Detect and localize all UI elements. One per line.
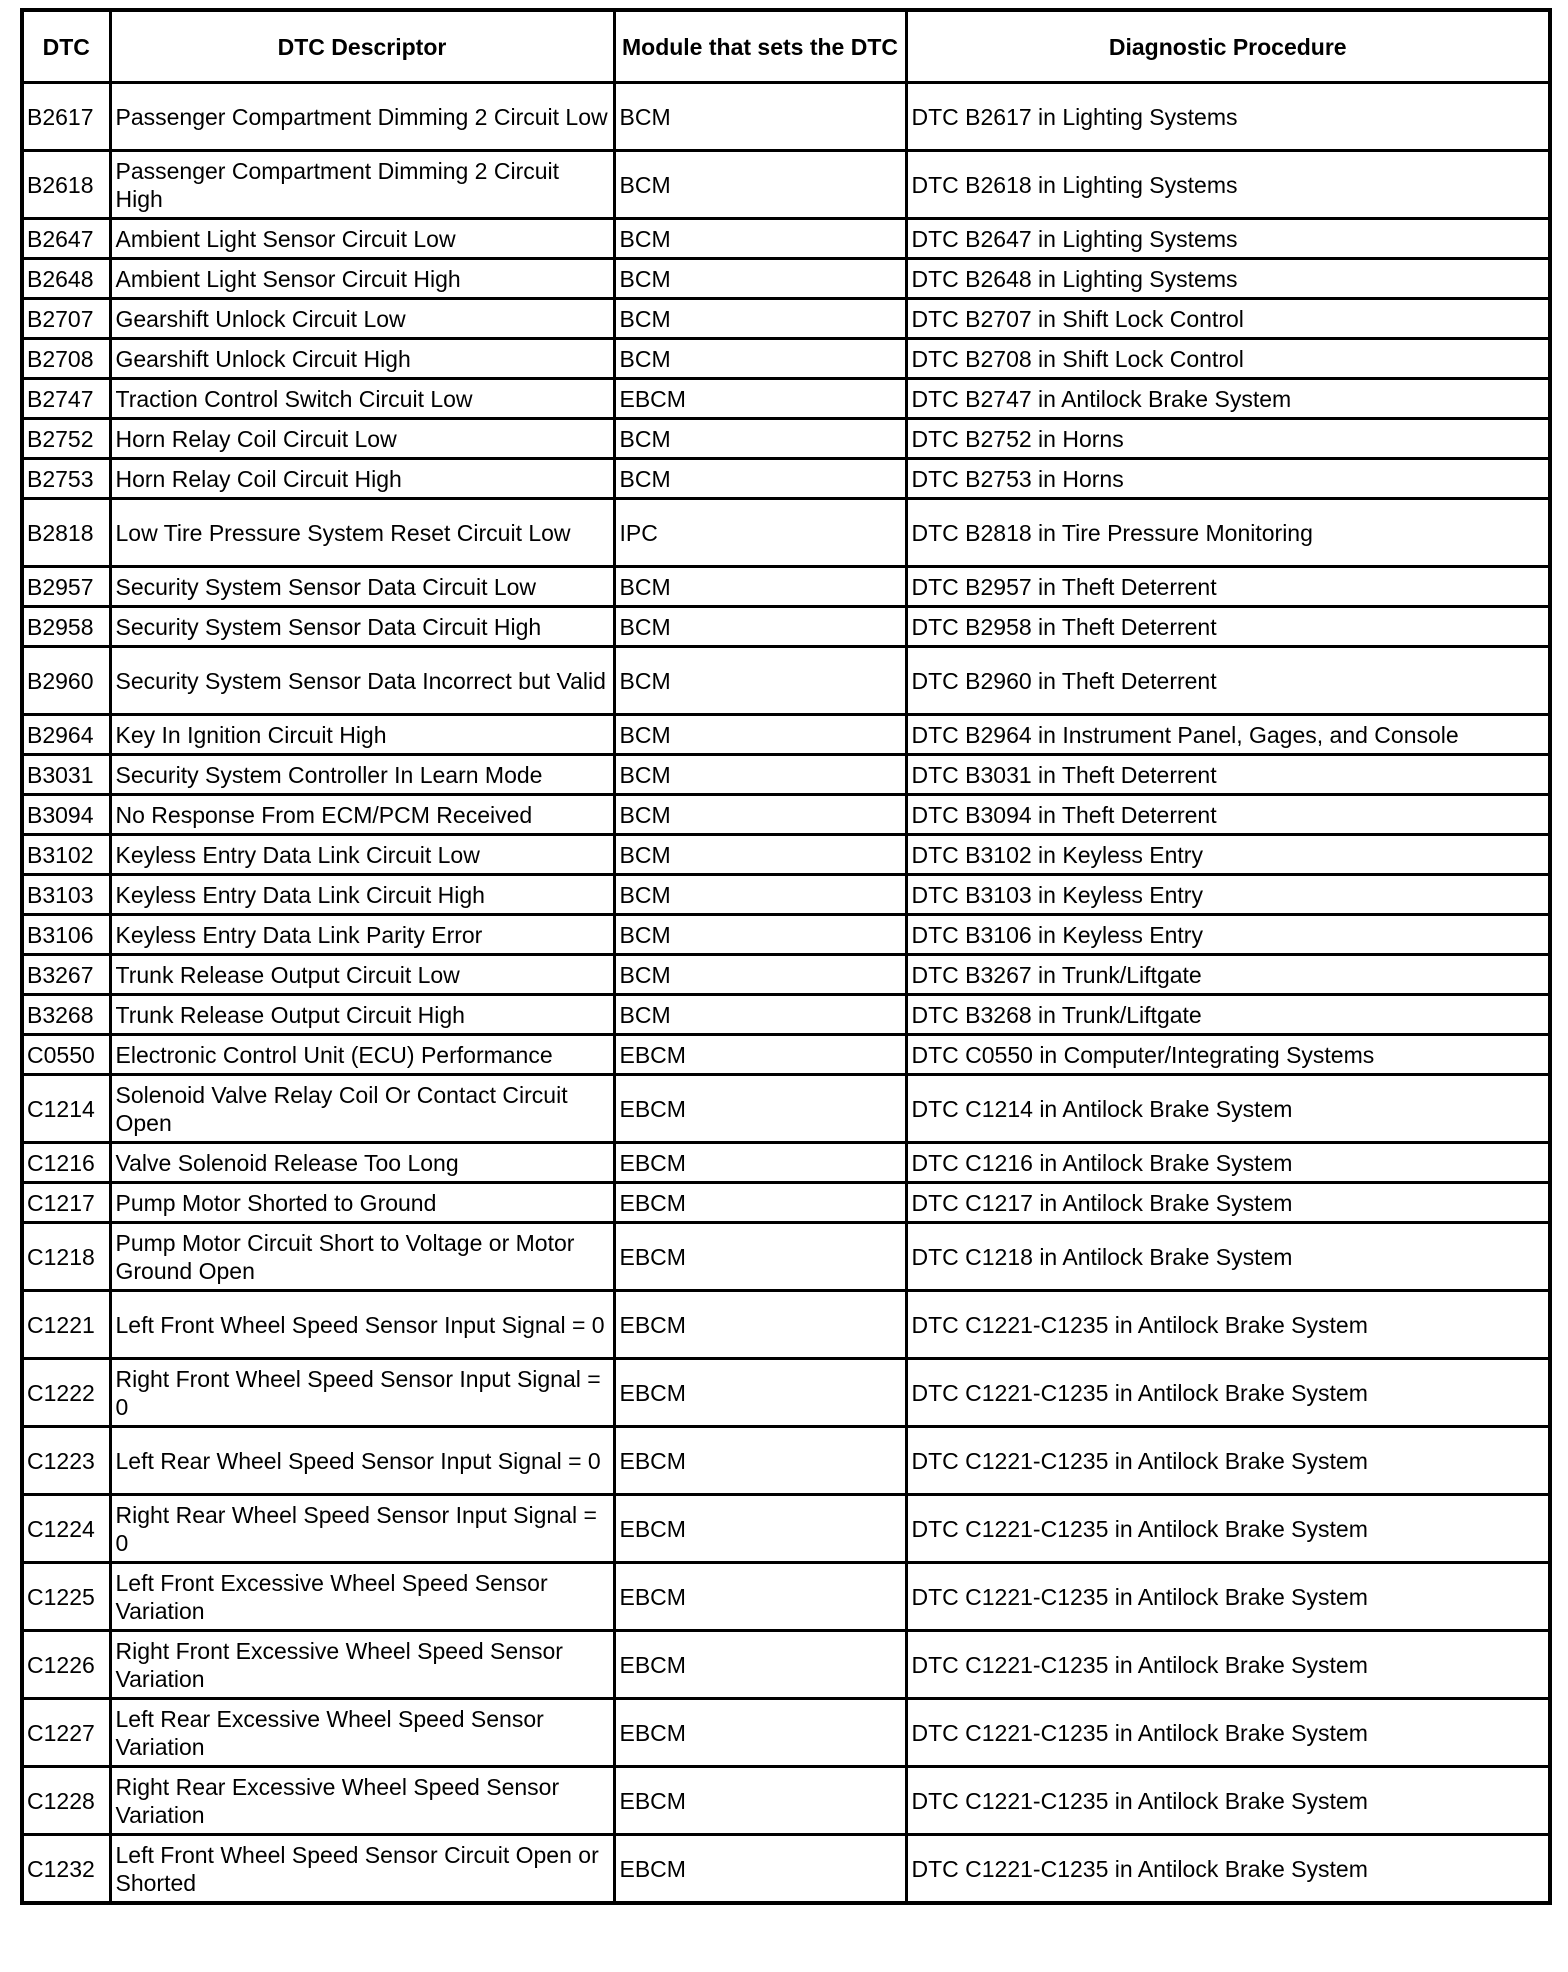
- dtc-descriptor-cell: Security System Sensor Data Circuit High: [110, 607, 614, 647]
- dtc-procedure-cell: DTC B2960 in Theft Deterrent: [906, 647, 1550, 715]
- dtc-module-cell: BCM: [614, 83, 906, 151]
- table-row: [22, 499, 1550, 567]
- dtc-module-cell: BCM: [614, 755, 906, 795]
- dtc-module-cell: BCM: [614, 259, 906, 299]
- dtc-descriptor-cell: Ambient Light Sensor Circuit High: [110, 259, 614, 299]
- table-row: [22, 219, 1550, 259]
- dtc-module-cell: BCM: [614, 567, 906, 607]
- dtc-procedure-cell: DTC B2752 in Horns: [906, 419, 1550, 459]
- dtc-descriptor-cell: Trunk Release Output Circuit Low: [110, 955, 614, 995]
- table-row: [22, 607, 1550, 647]
- table-row: [22, 1699, 1550, 1767]
- dtc-module-cell: BCM: [614, 795, 906, 835]
- table-row: [22, 875, 1550, 915]
- dtc-module-cell: EBCM: [614, 1035, 906, 1075]
- dtc-module-cell: BCM: [614, 151, 906, 219]
- dtc-procedure-cell: DTC C1217 in Antilock Brake System: [906, 1183, 1550, 1223]
- dtc-procedure-cell: DTC C1221-C1235 in Antilock Brake System: [906, 1767, 1550, 1835]
- dtc-descriptor-cell: Passenger Compartment Dimming 2 Circuit Low: [110, 83, 614, 151]
- dtc-module-cell: EBCM: [614, 379, 906, 419]
- dtc-descriptor-cell: Horn Relay Coil Circuit High: [110, 459, 614, 499]
- dtc-code-cell: C1223: [22, 1427, 110, 1495]
- dtc-module-cell: EBCM: [614, 1183, 906, 1223]
- dtc-code-cell: C1217: [22, 1183, 110, 1223]
- dtc-code-cell: B2747: [22, 379, 110, 419]
- dtc-descriptor-cell: Valve Solenoid Release Too Long: [110, 1143, 614, 1183]
- dtc-procedure-cell: DTC B3106 in Keyless Entry: [906, 915, 1550, 955]
- dtc-module-cell: BCM: [614, 339, 906, 379]
- dtc-descriptor-cell: Traction Control Switch Circuit Low: [110, 379, 614, 419]
- dtc-code-cell: B3031: [22, 755, 110, 795]
- table-row: [22, 1427, 1550, 1495]
- dtc-procedure-cell: DTC B2958 in Theft Deterrent: [906, 607, 1550, 647]
- dtc-code-cell: C0550: [22, 1035, 110, 1075]
- dtc-module-cell: EBCM: [614, 1143, 906, 1183]
- table-row: [22, 299, 1550, 339]
- dtc-module-cell: BCM: [614, 955, 906, 995]
- table-row: [22, 1223, 1550, 1291]
- table-header: [22, 10, 1550, 83]
- dtc-code-cell: B2708: [22, 339, 110, 379]
- dtc-descriptor-cell: Gearshift Unlock Circuit High: [110, 339, 614, 379]
- dtc-descriptor-cell: Right Front Excessive Wheel Speed Sensor Variation: [110, 1631, 614, 1699]
- table-row: [22, 419, 1550, 459]
- dtc-code-cell: B2707: [22, 299, 110, 339]
- dtc-code-cell: B2818: [22, 499, 110, 567]
- table-row: [22, 995, 1550, 1035]
- dtc-module-cell: BCM: [614, 915, 906, 955]
- dtc-procedure-cell: DTC C1214 in Antilock Brake System: [906, 1075, 1550, 1143]
- dtc-procedure-cell: DTC B2747 in Antilock Brake System: [906, 379, 1550, 419]
- table-row: [22, 567, 1550, 607]
- dtc-descriptor-cell: Right Front Wheel Speed Sensor Input Signal = 0: [110, 1359, 614, 1427]
- dtc-procedure-cell: DTC C0550 in Computer/Integrating Systems: [906, 1035, 1550, 1075]
- dtc-descriptor-cell: Keyless Entry Data Link Parity Error: [110, 915, 614, 955]
- header-procedure: Diagnostic Procedure: [906, 10, 1550, 83]
- dtc-module-cell: BCM: [614, 995, 906, 1035]
- dtc-descriptor-cell: Trunk Release Output Circuit High: [110, 995, 614, 1035]
- header-descriptor: DTC Descriptor: [110, 10, 614, 83]
- dtc-code-cell: B2618: [22, 151, 110, 219]
- table-row: [22, 1183, 1550, 1223]
- dtc-code-cell: B2752: [22, 419, 110, 459]
- dtc-code-cell: B2958: [22, 607, 110, 647]
- dtc-module-cell: EBCM: [614, 1631, 906, 1699]
- dtc-code-cell: B3268: [22, 995, 110, 1035]
- dtc-descriptor-cell: Left Front Wheel Speed Sensor Circuit Open or Shorted: [110, 1835, 614, 1904]
- dtc-code-cell: B3267: [22, 955, 110, 995]
- dtc-code-cell: B3094: [22, 795, 110, 835]
- dtc-code-cell: C1222: [22, 1359, 110, 1427]
- table-row: [22, 1075, 1550, 1143]
- dtc-module-cell: EBCM: [614, 1075, 906, 1143]
- dtc-descriptor-cell: Gearshift Unlock Circuit Low: [110, 299, 614, 339]
- dtc-procedure-cell: DTC C1221-C1235 in Antilock Brake System: [906, 1495, 1550, 1563]
- dtc-descriptor-cell: Solenoid Valve Relay Coil Or Contact Circuit Open: [110, 1075, 614, 1143]
- dtc-code-cell: C1227: [22, 1699, 110, 1767]
- dtc-procedure-cell: DTC C1221-C1235 in Antilock Brake System: [906, 1427, 1550, 1495]
- dtc-descriptor-cell: Left Rear Wheel Speed Sensor Input Signal = 0: [110, 1427, 614, 1495]
- dtc-module-cell: EBCM: [614, 1563, 906, 1631]
- table-row: [22, 1291, 1550, 1359]
- dtc-procedure-cell: DTC B2618 in Lighting Systems: [906, 151, 1550, 219]
- dtc-procedure-cell: DTC C1221-C1235 in Antilock Brake System: [906, 1631, 1550, 1699]
- table-row: [22, 151, 1550, 219]
- dtc-descriptor-cell: No Response From ECM/PCM Received: [110, 795, 614, 835]
- dtc-module-cell: BCM: [614, 607, 906, 647]
- dtc-code-cell: C1225: [22, 1563, 110, 1631]
- dtc-procedure-cell: DTC B2707 in Shift Lock Control: [906, 299, 1550, 339]
- dtc-descriptor-cell: Pump Motor Shorted to Ground: [110, 1183, 614, 1223]
- dtc-procedure-cell: DTC B3094 in Theft Deterrent: [906, 795, 1550, 835]
- dtc-procedure-cell: DTC C1221-C1235 in Antilock Brake System: [906, 1359, 1550, 1427]
- dtc-descriptor-cell: Right Rear Excessive Wheel Speed Sensor Variation: [110, 1767, 614, 1835]
- dtc-descriptor-cell: Pump Motor Circuit Short to Voltage or Motor Ground Open: [110, 1223, 614, 1291]
- table-row: [22, 379, 1550, 419]
- dtc-module-cell: EBCM: [614, 1359, 906, 1427]
- dtc-code-cell: C1226: [22, 1631, 110, 1699]
- dtc-procedure-cell: DTC B2957 in Theft Deterrent: [906, 567, 1550, 607]
- header-dtc: DTC: [22, 10, 110, 83]
- dtc-code-cell: C1232: [22, 1835, 110, 1904]
- dtc-descriptor-cell: Keyless Entry Data Link Circuit Low: [110, 835, 614, 875]
- dtc-procedure-cell: DTC C1218 in Antilock Brake System: [906, 1223, 1550, 1291]
- table-row: [22, 715, 1550, 755]
- dtc-procedure-cell: DTC B2753 in Horns: [906, 459, 1550, 499]
- dtc-module-cell: EBCM: [614, 1835, 906, 1904]
- dtc-code-cell: B2957: [22, 567, 110, 607]
- dtc-module-cell: EBCM: [614, 1427, 906, 1495]
- table-row: [22, 1143, 1550, 1183]
- table-row: [22, 1767, 1550, 1835]
- dtc-descriptor-cell: Keyless Entry Data Link Circuit High: [110, 875, 614, 915]
- table-row: [22, 83, 1550, 151]
- dtc-module-cell: EBCM: [614, 1767, 906, 1835]
- table-body: [22, 83, 1550, 1904]
- header-module: Module that sets the DTC: [614, 10, 906, 83]
- dtc-procedure-cell: DTC B2708 in Shift Lock Control: [906, 339, 1550, 379]
- dtc-code-cell: B2753: [22, 459, 110, 499]
- table-row: [22, 1035, 1550, 1075]
- dtc-procedure-cell: DTC B2648 in Lighting Systems: [906, 259, 1550, 299]
- table-row: [22, 459, 1550, 499]
- dtc-procedure-cell: DTC B3267 in Trunk/Liftgate: [906, 955, 1550, 995]
- dtc-module-cell: EBCM: [614, 1495, 906, 1563]
- dtc-descriptor-cell: Security System Sensor Data Circuit Low: [110, 567, 614, 607]
- dtc-module-cell: BCM: [614, 419, 906, 459]
- dtc-code-cell: C1221: [22, 1291, 110, 1359]
- dtc-code-cell: B3102: [22, 835, 110, 875]
- dtc-procedure-cell: DTC C1221-C1235 in Antilock Brake System: [906, 1699, 1550, 1767]
- dtc-procedure-cell: DTC B2964 in Instrument Panel, Gages, and Console: [906, 715, 1550, 755]
- dtc-module-cell: EBCM: [614, 1291, 906, 1359]
- dtc-module-cell: BCM: [614, 715, 906, 755]
- table-row: [22, 835, 1550, 875]
- dtc-code-cell: B3103: [22, 875, 110, 915]
- dtc-module-cell: BCM: [614, 875, 906, 915]
- table-row: [22, 795, 1550, 835]
- dtc-code-cell: C1228: [22, 1767, 110, 1835]
- dtc-code-cell: B3106: [22, 915, 110, 955]
- dtc-code-cell: C1214: [22, 1075, 110, 1143]
- dtc-procedure-cell: DTC C1221-C1235 in Antilock Brake System: [906, 1563, 1550, 1631]
- dtc-table: [20, 8, 1552, 1905]
- table-row: [22, 1359, 1550, 1427]
- dtc-descriptor-cell: Right Rear Wheel Speed Sensor Input Signal = 0: [110, 1495, 614, 1563]
- dtc-descriptor-cell: Low Tire Pressure System Reset Circuit Low: [110, 499, 614, 567]
- dtc-code-cell: B2647: [22, 219, 110, 259]
- dtc-code-cell: C1224: [22, 1495, 110, 1563]
- dtc-code-cell: B2964: [22, 715, 110, 755]
- dtc-procedure-cell: DTC B3102 in Keyless Entry: [906, 835, 1550, 875]
- dtc-procedure-cell: DTC B3268 in Trunk/Liftgate: [906, 995, 1550, 1035]
- dtc-procedure-cell: DTC C1221-C1235 in Antilock Brake System: [906, 1835, 1550, 1904]
- dtc-descriptor-cell: Left Rear Excessive Wheel Speed Sensor Variation: [110, 1699, 614, 1767]
- dtc-module-cell: BCM: [614, 299, 906, 339]
- dtc-descriptor-cell: Ambient Light Sensor Circuit Low: [110, 219, 614, 259]
- table-row: [22, 1495, 1550, 1563]
- dtc-module-cell: BCM: [614, 219, 906, 259]
- table-row: [22, 1563, 1550, 1631]
- dtc-procedure-cell: DTC B3103 in Keyless Entry: [906, 875, 1550, 915]
- header-row: [22, 10, 1550, 83]
- dtc-descriptor-cell: Left Front Wheel Speed Sensor Input Signal = 0: [110, 1291, 614, 1359]
- dtc-descriptor-cell: Security System Sensor Data Incorrect but Valid: [110, 647, 614, 715]
- dtc-module-cell: EBCM: [614, 1223, 906, 1291]
- table-row: [22, 1835, 1550, 1904]
- dtc-descriptor-cell: Left Front Excessive Wheel Speed Sensor Variation: [110, 1563, 614, 1631]
- dtc-module-cell: IPC: [614, 499, 906, 567]
- dtc-module-cell: BCM: [614, 459, 906, 499]
- dtc-module-cell: BCM: [614, 647, 906, 715]
- dtc-code-cell: B2648: [22, 259, 110, 299]
- dtc-procedure-cell: DTC C1221-C1235 in Antilock Brake System: [906, 1291, 1550, 1359]
- dtc-module-cell: EBCM: [614, 1699, 906, 1767]
- table-row: [22, 955, 1550, 995]
- dtc-procedure-cell: DTC B2647 in Lighting Systems: [906, 219, 1550, 259]
- table-row: [22, 339, 1550, 379]
- dtc-procedure-cell: DTC B3031 in Theft Deterrent: [906, 755, 1550, 795]
- table-row: [22, 647, 1550, 715]
- dtc-descriptor-cell: Passenger Compartment Dimming 2 Circuit High: [110, 151, 614, 219]
- table-row: [22, 1631, 1550, 1699]
- dtc-procedure-cell: DTC C1216 in Antilock Brake System: [906, 1143, 1550, 1183]
- table-row: [22, 915, 1550, 955]
- table-row: [22, 259, 1550, 299]
- dtc-code-cell: B2617: [22, 83, 110, 151]
- dtc-code-cell: C1216: [22, 1143, 110, 1183]
- dtc-descriptor-cell: Horn Relay Coil Circuit Low: [110, 419, 614, 459]
- dtc-descriptor-cell: Electronic Control Unit (ECU) Performance: [110, 1035, 614, 1075]
- dtc-procedure-cell: DTC B2617 in Lighting Systems: [906, 83, 1550, 151]
- dtc-code-cell: C1218: [22, 1223, 110, 1291]
- dtc-descriptor-cell: Key In Ignition Circuit High: [110, 715, 614, 755]
- dtc-procedure-cell: DTC B2818 in Tire Pressure Monitoring: [906, 499, 1550, 567]
- table-row: [22, 755, 1550, 795]
- dtc-descriptor-cell: Security System Controller In Learn Mode: [110, 755, 614, 795]
- dtc-module-cell: BCM: [614, 835, 906, 875]
- dtc-code-cell: B2960: [22, 647, 110, 715]
